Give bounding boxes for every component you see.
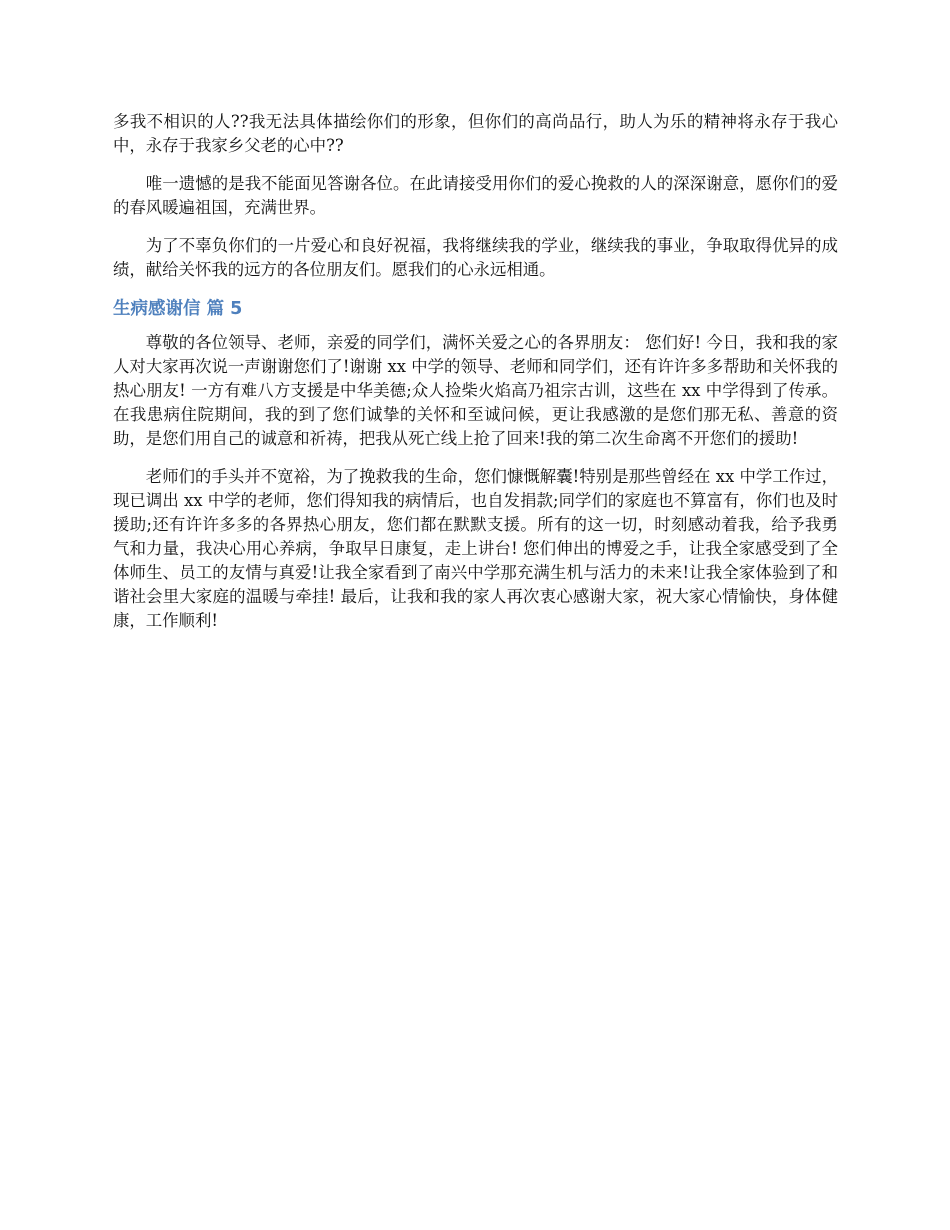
paragraph-greeting: 尊敬的各位领导、老师，亲爱的同学们，满怀关爱之心的各界朋友： 您们好! 今日，我和我的家人对大家再次说一声谢谢您们了!谢谢 xx 中学的领导、老师和同学们，还有许许多多帮助和关怀我的热心朋友! 一方有难八方支援是中华美德;众人捡柴火焰高乃祖宗古训，这些在 xx 中学得到了传承。在我患病住院期间，我的到了您们诚挚的关怀和至诚问候，更让我感激的是您们那无私、善意的资助，是您们用自己的诚意和祈祷，把我从死亡线上抢了回来!我的第二次生命离不开您们的援助!	[113, 333, 838, 448]
document-page	[113, 110, 838, 647]
paragraph-continuation: 多我不相识的人??我无法具体描绘你们的形象，但你们的高尚品行，助人为乐的精神将永存于我心中，永存于我家乡父老的心中??	[113, 112, 838, 155]
section-heading: 生病感谢信 篇 5	[113, 299, 243, 319]
paragraph-regret: 唯一遗憾的是我不能面见答谢各位。在此请接受用你们的爱心挽救的人的深深谢意，愿你们的爱的春风暖遍祖国，充满世界。	[113, 174, 838, 217]
paragraph-thanks: 老师们的手头并不宽裕，为了挽救我的生命，您们慷慨解囊!特别是那些曾经在 xx 中学工作过，现已调出 xx 中学的老师，您们得知我的病情后，也自发捐款;同学们的家庭也不算富有，你们也及时援助;还有许许多多的各界热心朋友，您们都在默默支援。所有的这一切，时刻感动着我，给予我勇气和力量，我决心用心养病，争取早日康复，走上讲台! 您们伸出的博爱之手，让我全家感受到了全体师生、员工的友情与真爱!让我全家看到了南兴中学那充满生机与活力的未来!让我全家体验到了和谐社会里大家庭的温暖与牵挂! 最后，让我和我的家人再次衷心感谢大家，祝大家心情愉快，身体健康，工作顺利!	[113, 467, 838, 630]
paragraph-promise: 为了不辜负你们的一片爱心和良好祝福，我将继续我的学业，继续我的事业，争取取得优异的成绩，献给关怀我的远方的各位朋友们。愿我们的心永远相通。	[113, 236, 838, 279]
